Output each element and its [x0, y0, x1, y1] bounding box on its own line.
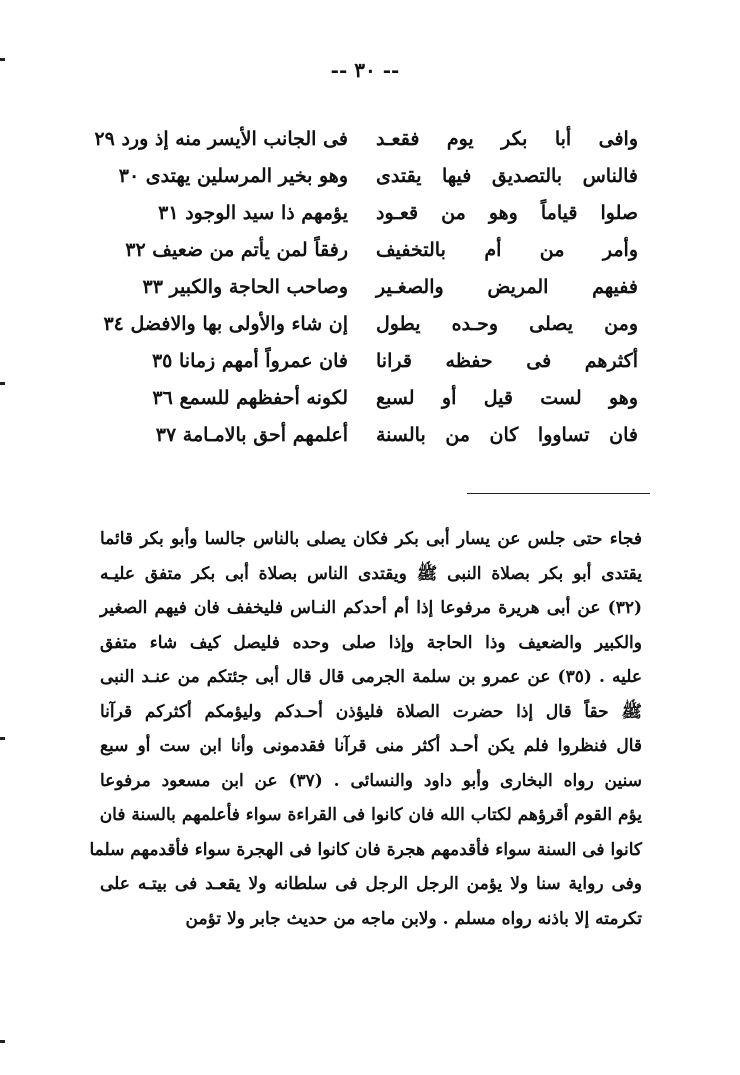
verse-first-hemistich: فالناس بالتصديق فيها يقتدى — [376, 165, 638, 187]
footnote-line: تكرمته إلا باذنه رواه مسلم . ولابن ماجه من حديث جابر ولا تؤمن — [185, 908, 642, 929]
scan-edge-mark — [0, 1040, 5, 1043]
footnote-line: سنين رواه البخارى وأبو داود والنسائى . (٣٧) عن ابن مسعود مرفوعا — [100, 770, 642, 791]
page-number: -- ٣٠ -- — [330, 58, 400, 82]
verse-first-hemistich: ففيهم المريض والصغـير — [376, 276, 638, 298]
verse-second-hemistich: يؤمهم ذا سيد الوجود ٣١ — [158, 202, 348, 224]
scan-edge-mark — [0, 382, 5, 385]
verse-second-hemistich: فى الجانب الأيسر منه إذ ورد ٢٩ — [94, 128, 348, 150]
verse-35 — [118, 346, 638, 380]
footnote-line: عليه . (٣٥) عن عمرو بن سلمة الجرمى قال قال أبى جئتكم من عنـد النبى — [100, 667, 642, 687]
verse-33 — [118, 272, 638, 306]
footnotes-block — [89, 524, 642, 938]
scan-edge-mark — [0, 737, 5, 740]
verse-37 — [118, 420, 638, 454]
verse-29 — [94, 124, 638, 158]
verse-second-hemistich: أعلمهم أحق بالامـامة ٣٧ — [155, 424, 348, 446]
footnote-divider — [467, 493, 650, 494]
verse-first-hemistich: ومن يصلى وحـده يطول — [376, 313, 638, 335]
footnote-line: والكبير والضعيف وذا الحاجة وإذا صلى وحده فليصل كيف شاء متفق — [100, 632, 642, 653]
verse-31 — [118, 198, 638, 232]
verse-first-hemistich: وهو لست قيل أو لسبع — [376, 387, 638, 409]
verse-first-hemistich: صلوا قياماً وهو من قعـود — [376, 202, 638, 224]
verse-30 — [118, 161, 638, 195]
verse-first-hemistich: أكثرهم فى حفظه قرانا — [376, 350, 638, 372]
verse-first-hemistich: وافى أبا بكر يوم فقعـد — [376, 128, 638, 150]
footnote-line: يؤم القوم أقرؤهم لكتاب الله فان كانوا فى القراءة سواء فأعلمهم بالسنة فان — [99, 805, 642, 825]
verse-first-hemistich: وأمر من أم بالتخفيف — [376, 239, 638, 261]
verse-34 — [103, 309, 638, 343]
verse-36 — [118, 383, 638, 417]
verse-second-hemistich: فان عمرواً أمهم زمانا ٣٥ — [151, 350, 348, 372]
footnote-line: فجاء حتى جلس عن يسار أبى بكر فكان يصلى بالناس جالسا وأبو بكر قائما — [100, 529, 642, 549]
footnote-line: قال فنظروا فلم يكن أحـد أكثر منى قرآنا فقدمونى وأنا ابن ست أو سبع — [100, 736, 642, 756]
footnote-line: ﷺ حقاً قال إذا حضرت الصلاة فليؤذن أحـدكم وليؤمكم أكثركم قرآنا — [100, 701, 642, 722]
footnote-line: وفى رواية سنا ولا يؤمن الرجل الرجل فى سلطانه ولا يقعـد فى بيتـه على — [100, 874, 642, 894]
verse-second-hemistich: إن شاء والأولى بها والافضل ٣٤ — [103, 313, 348, 335]
verse-second-hemistich: وصاحب الحاجة والكبير ٣٣ — [142, 276, 348, 298]
footnote-line: كانوا فى السنة سواء فأقدمهم هجرة فان كانوا فى الهجرة سواء فأقدمهم سلما — [89, 839, 642, 860]
poem-block — [94, 124, 638, 454]
verse-second-hemistich: وهو بخير المرسلين يهتدى ٣٠ — [118, 165, 348, 187]
footnote-line: (٣٢) عن أبى هريرة مرفوعا إذا أم أحدكم النـاس فليخفف فان فيهم الصغير — [100, 598, 642, 618]
scan-edge-mark — [0, 58, 5, 61]
verse-first-hemistich: فان تساووا كان من بالسنة — [376, 424, 638, 446]
verse-32 — [118, 235, 638, 269]
verse-second-hemistich: رفقاً لمن يأتم من ضعيف ٣٢ — [125, 239, 348, 261]
footnote-line: يقتدى أبو بكر بصلاة النبى ﷺ ويقتدى الناس بصلاة أبى بكر متفق عليـه — [100, 563, 642, 584]
verse-second-hemistich: لكونه أحفظهم للسمع ٣٦ — [152, 387, 348, 409]
